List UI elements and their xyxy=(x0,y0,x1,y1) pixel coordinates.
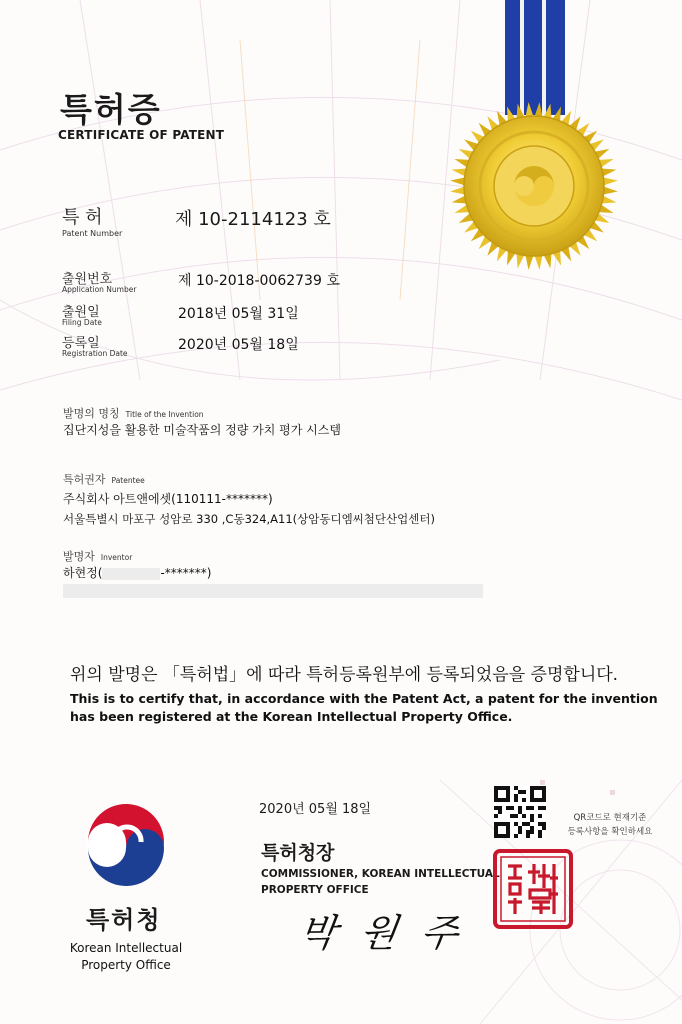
filing-date-label-en: Filing Date xyxy=(62,318,102,327)
commissioner-signature: 박 원 주 xyxy=(296,911,467,955)
patentee-label-en: Patentee xyxy=(111,476,145,485)
qr-note-line2: 등록사항을 확인하세요 xyxy=(567,827,653,837)
commissioner-title-ko: 특허청장 xyxy=(261,842,335,864)
office-name-ko: 특허청 xyxy=(86,906,162,934)
registration-date-label-en: Registration Date xyxy=(62,349,128,358)
inventor-name-suffix: -*******) xyxy=(160,566,212,580)
qr-note xyxy=(560,811,660,839)
inventor-name xyxy=(63,564,211,581)
filing-date-label: 출원일 xyxy=(62,305,100,320)
application-number-label-en: Application Number xyxy=(62,285,137,294)
official-red-seal-icon xyxy=(492,848,574,930)
patentee-label xyxy=(63,468,145,487)
ribbon xyxy=(505,0,565,115)
certificate-title: 특허증 xyxy=(60,90,162,129)
registration-date-value: 2020년 05월 18일 xyxy=(178,337,299,353)
office-name-en: Korean Intellectual Property Office xyxy=(69,941,183,972)
inventor-name-prefix: 하현정( xyxy=(63,566,103,580)
patentee-label-ko: 특허권자 xyxy=(63,473,106,486)
redacted-address xyxy=(63,584,483,598)
inventor-label-en: Inventor xyxy=(100,553,133,562)
kipo-logo-icon xyxy=(83,802,169,888)
patent-number-label-en: Patent Number xyxy=(62,229,123,238)
inventor-label xyxy=(63,545,132,564)
inventor-label-ko: 발명자 xyxy=(63,550,95,563)
certificate-title-en: CERTIFICATE OF PATENT xyxy=(58,128,225,142)
certification-statement-en: This is to certify that, in accordance with the Patent Act, a patent for the invention has been registered at the Korean Intellectual Property Office. xyxy=(70,691,658,724)
patentee-address: 서울특별시 마포구 성암로 330 ,C동324,A11(상암동디엠씨첨단산업센터) xyxy=(63,512,435,526)
issue-date: 2020년 05월 18일 xyxy=(259,802,372,817)
filing-date-value: 2018년 05월 31일 xyxy=(178,306,299,322)
patent-number-value: 제 10-2114123 호 xyxy=(175,209,331,230)
redaction-block xyxy=(102,568,160,580)
patentee-name: 주식회사 아트앤에셋(110111-*******) xyxy=(63,492,273,506)
patent-number-label: 특 허 xyxy=(62,207,103,228)
application-number-label: 출원번호 xyxy=(62,272,113,287)
commissioner-title-en: COMMISSIONER, KOREAN INTELLECTUAL PROPERTY OFFICE xyxy=(261,868,500,896)
qr-note-line1: QR코드로 현재기준 xyxy=(573,813,647,823)
invention-title-label-en: Title of the Invention xyxy=(125,410,204,419)
gold-seal-icon xyxy=(448,100,620,272)
registration-date-label: 등록일 xyxy=(62,336,100,351)
invention-title-value: 집단지성을 활용한 미술작품의 정량 가치 평가 시스템 xyxy=(63,423,341,437)
application-number-value: 제 10-2018-0062739 호 xyxy=(178,273,340,289)
invention-title-label xyxy=(63,402,204,421)
certification-statement-ko: 위의 발명은 「특허법」에 따라 특허등록원부에 등록되었음을 증명합니다. xyxy=(70,665,619,685)
qr-code-icon xyxy=(494,786,546,838)
invention-title-label-ko: 발명의 명칭 xyxy=(63,407,120,420)
